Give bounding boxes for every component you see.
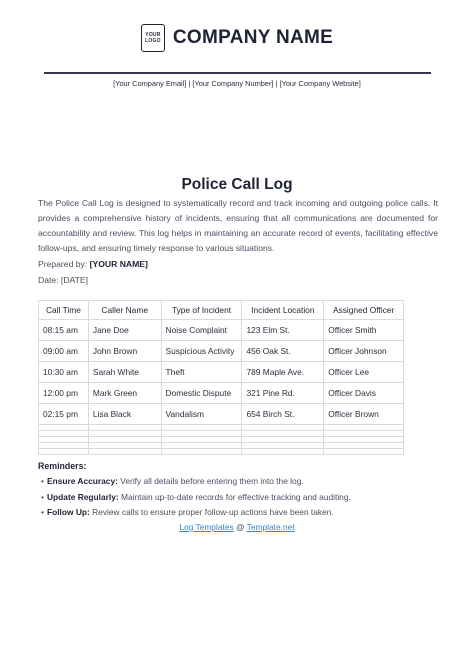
list-item	[38, 474, 438, 490]
table-header-row	[39, 301, 404, 320]
blank-cell	[324, 449, 404, 455]
footer-separator: @	[233, 522, 247, 532]
list-item	[38, 505, 438, 521]
company-logo	[141, 24, 165, 52]
column-header: Incident Location	[242, 301, 324, 320]
column-header: Caller Name	[88, 301, 161, 320]
reminders-list	[38, 474, 438, 521]
reminder-label: Follow Up:	[47, 507, 90, 517]
table-cell: Officer Lee	[324, 362, 404, 383]
log-templates-link[interactable]: Log Templates	[179, 522, 234, 532]
table-cell: 123 Elm St.	[242, 320, 324, 341]
list-item	[38, 490, 438, 506]
table-cell: Noise Complaint	[161, 320, 242, 341]
table-cell: Officer Johnson	[324, 341, 404, 362]
table-cell: Sarah White	[88, 362, 161, 383]
table-cell: Vandalism	[161, 404, 242, 425]
logo-text-line2: LOGO	[145, 38, 161, 44]
prepared-by-label: Prepared by:	[38, 259, 88, 269]
table-cell: Officer Brown	[324, 404, 404, 425]
bullet-icon: •	[41, 476, 44, 486]
table-cell: John Brown	[88, 341, 161, 362]
table-cell: 08:15 am	[39, 320, 89, 341]
table-cell: Jane Doe	[88, 320, 161, 341]
blank-row	[39, 449, 404, 455]
table-cell: Domestic Dispute	[161, 383, 242, 404]
call-log-table	[38, 300, 404, 455]
reminders-heading: Reminders:	[38, 461, 87, 471]
table-row	[39, 320, 404, 341]
column-header: Assigned Officer	[324, 301, 404, 320]
table-cell: Mark Green	[88, 383, 161, 404]
blank-cell	[161, 449, 242, 455]
blank-cell	[242, 449, 324, 455]
table-cell: Officer Smith	[324, 320, 404, 341]
reminder-text: Verify all details before entering them into the log.	[117, 476, 304, 486]
logo-text-line1: YOUR	[145, 32, 161, 38]
table-cell: Theft	[161, 362, 242, 383]
company-name: COMPANY NAME	[172, 27, 334, 48]
column-header: Call Time	[39, 301, 89, 320]
bullet-icon: •	[41, 507, 44, 517]
reminder-text: Maintain up-to-date records for effective tracking and auditing.	[118, 491, 351, 502]
table-row	[39, 383, 404, 404]
letterhead	[0, 24, 474, 52]
document-date: Date: [DATE]	[38, 275, 88, 285]
table-cell: 654 Birch St.	[242, 404, 324, 425]
table-cell: 10:30 am	[39, 362, 89, 383]
table-row	[39, 341, 404, 362]
contact-line: [Your Company Email] | [Your Company Number] | [Your Company Website]	[113, 79, 361, 88]
bullet-icon: •	[41, 491, 44, 502]
document-title: Police Call Log	[181, 176, 293, 193]
prepared-by-value: [YOUR NAME]	[89, 259, 148, 269]
reminder-text: Review calls to ensure proper follow-up actions have been taken.	[89, 507, 334, 517]
table-cell: 12:00 pm	[39, 383, 89, 404]
template-net-link[interactable]: Template.net	[246, 522, 295, 532]
table-cell: Lisa Black	[88, 404, 161, 425]
table-cell: 321 Pine Rd.	[242, 383, 324, 404]
reminder-label: Ensure Accuracy:	[47, 476, 118, 486]
blank-cell	[88, 449, 161, 455]
table-cell: Officer Davis	[324, 383, 404, 404]
table-row	[39, 404, 404, 425]
footer-attribution	[0, 522, 474, 532]
table-cell: 456 Oak St.	[242, 341, 324, 362]
prepared-by	[38, 259, 148, 269]
column-header: Type of Incident	[161, 301, 242, 320]
table-cell: 02:15 pm	[39, 404, 89, 425]
table-cell: 09:00 am	[39, 341, 89, 362]
blank-cell	[39, 449, 89, 455]
table-row	[39, 362, 404, 383]
table-cell: 789 Maple Ave.	[242, 362, 324, 383]
table-cell: Suspicious Activity	[161, 341, 242, 362]
header-divider	[44, 72, 431, 74]
intro-paragraph: The Police Call Log is designed to systematically record and track incoming and outgoing police calls. It provides a comprehensive history of incidents, ensuring that all communications are documented for accountability and review. This log helps in maintaining an accurate record of events, facilitating effective follow-ups, and ensuring timely response to various situations.	[38, 198, 438, 253]
reminder-label: Update Regularly:	[47, 491, 119, 502]
